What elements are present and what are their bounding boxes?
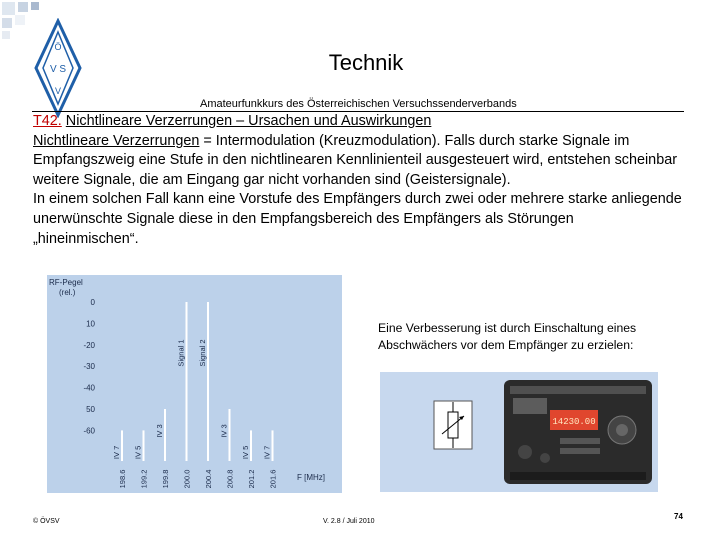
- page-number: 74: [674, 512, 683, 521]
- section-heading: [33, 112, 683, 132]
- radio-photo: [380, 372, 658, 492]
- spectral-line-label: Signal 2: [198, 339, 207, 367]
- figure-caption: Eine Verbesserung ist durch Einschaltung eines Abschwächers vor dem Empfänger zu erzielen:: [378, 321, 637, 352]
- x-tick-label: 199.2: [139, 469, 149, 489]
- x-tick-label: 200.8: [225, 469, 235, 489]
- paragraph-1-rest: = Intermodulation (Kreuzmodulation). Falls durch starke Signale im Empfangszweig eine Stufe in den nichtlinearen Kennlinienteil ausgesteuert wird, entstehen scheinbar weitere Signale, die am Eingang gar nicht vorhanden sind (Geistersignale).: [33, 132, 677, 188]
- heading-number: T42.: [33, 113, 62, 129]
- footer-copyright: © ÖVSV: [33, 518, 60, 525]
- heading-text: Nichtlineare Verzerrungen – Ursachen und Auswirkungen: [65, 113, 432, 129]
- x-tick-label: 201.2: [247, 469, 256, 489]
- spectral-line-label: IV 7: [112, 445, 121, 460]
- y-tick-label: 10: [86, 319, 95, 329]
- intermodulation-chart: [47, 275, 342, 493]
- x-tick-label: 198.6: [118, 469, 127, 489]
- paragraph-2: In einem solchen Fall kann eine Vorstufe des Empfängers durch zwei oder mehrere starke anliegende unerwünschte Signale diese in den Empfangsbereich des Empfängers als Störungen „hineinmischen“.: [33, 191, 682, 247]
- spectral-line-label: IV 5: [241, 445, 250, 460]
- svg-text:V: V: [54, 86, 62, 96]
- spectral-line-label: IV 3: [219, 424, 229, 438]
- x-axis-title: F [MHz]: [297, 473, 325, 482]
- y-tick-label: 0: [90, 298, 95, 307]
- spectral-line-label: IV 3: [155, 424, 164, 438]
- x-tick-label: 200.4: [204, 469, 213, 489]
- y-axis-title-1: RF-Pegel: [49, 278, 83, 287]
- y-tick-label: -20: [83, 340, 95, 350]
- footer-version: V. 2.8 / Juli 2010: [323, 518, 375, 525]
- x-tick-label: 200.0: [182, 469, 192, 489]
- svg-text:14230.00: 14230.00: [552, 417, 596, 427]
- y-tick-label: -40: [83, 383, 95, 393]
- y-tick-label: -30: [83, 362, 95, 372]
- x-tick-label: 201.6: [268, 469, 278, 489]
- x-tick-label: 199.8: [161, 469, 170, 489]
- y-tick-label: -60: [83, 426, 95, 436]
- spectral-line-label: IV 7: [262, 445, 272, 460]
- spectral-line-label: Signal 1: [176, 339, 186, 367]
- y-tick-label: 50: [86, 405, 95, 414]
- term-link: Nichtlineare Verzerrungen: [33, 132, 200, 149]
- svg-text:Ö: Ö: [54, 42, 62, 52]
- spectral-line-label: IV 5: [133, 445, 143, 460]
- y-axis-title-2: (rel.): [59, 288, 76, 297]
- paragraph-1: [33, 132, 683, 191]
- page-title: Technik: [328, 50, 404, 75]
- body-text: [33, 112, 683, 249]
- page-subtitle: Amateurfunkkurs des Österreichischen Versuchssenderverbands: [200, 98, 517, 110]
- svg-text:V S: V S: [49, 64, 67, 75]
